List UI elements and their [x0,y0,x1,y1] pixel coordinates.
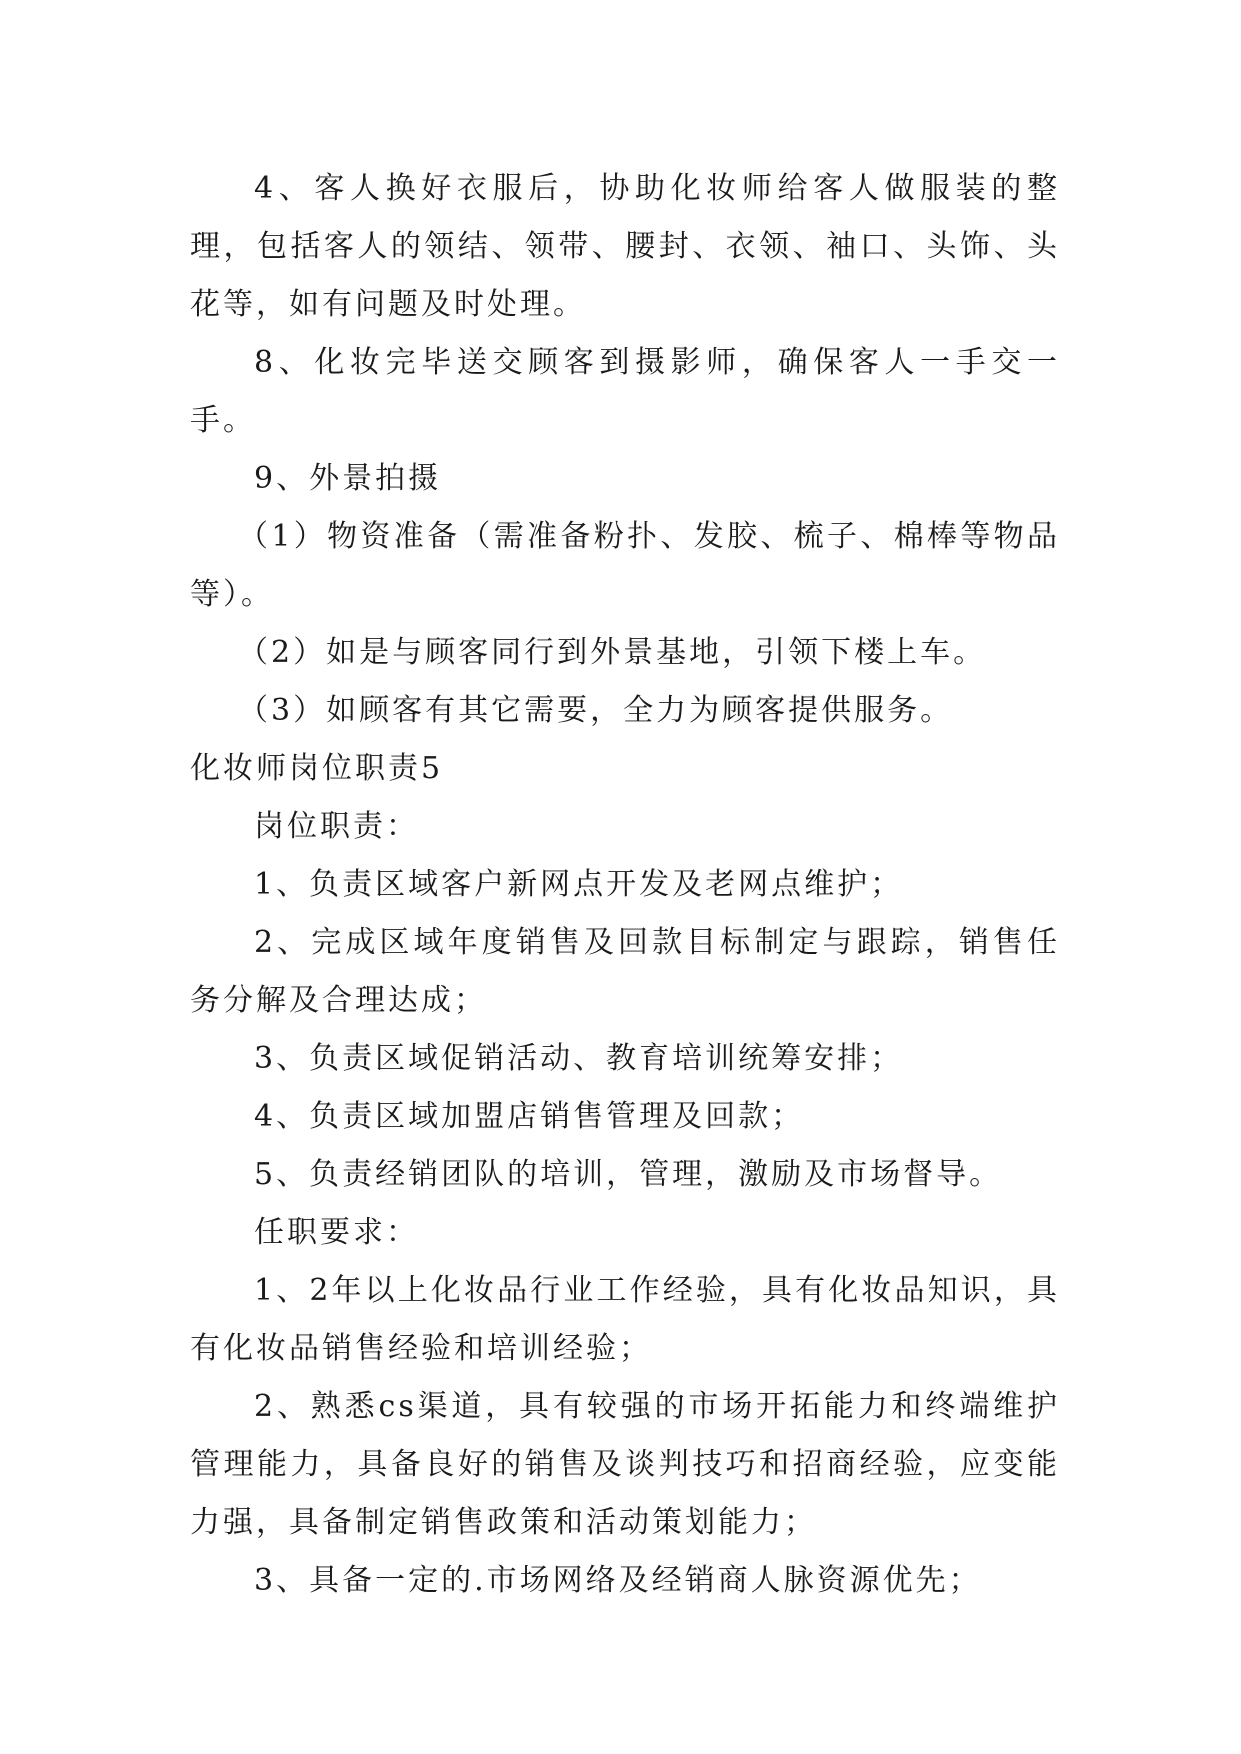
subheading-requirements: 任职要求： [254,1215,419,1250]
document-body [190,160,1060,1610]
paragraph-dress-assist: 4、客人换好衣服后，协助化妆师给客人做服装的整理，包括客人的领结、领带、腰封、衣领、袖口、头饰、头花等，如有问题及时处理。 [190,171,1060,322]
requirement-item-1: 1、2年以上化妆品行业工作经验，具有化妆品知识，具有化妆品销售经验和培训经验； [190,1273,1060,1366]
paragraph-supplies: （1）物资准备（需准备粉扑、发胶、梳子、棉棒等物品等）。 [190,519,1060,612]
requirement-item-2: 2、熟悉cs渠道，具有较强的市场开拓能力和终端维护管理能力，具备良好的销售及谈判技巧和招商经验，应变能力强，具备制定销售政策和活动策划能力； [190,1389,1060,1540]
subheading-duties: 岗位职责： [254,809,419,844]
duty-item-5: 5、负责经销团队的培训，管理，激励及市场督导。 [254,1157,1003,1192]
duty-item-4: 4、负责区域加盟店销售管理及回款； [254,1099,805,1134]
duty-item-3: 3、负责区域促销活动、教育培训统筹安排； [254,1041,904,1076]
requirement-item-3: 3、具备一定的.市场网络及经销商人脉资源优先； [254,1563,982,1598]
section-heading: 化妆师岗位职责5 [190,751,444,786]
paragraph-handoff-photographer: 8、化妆完毕送交顾客到摄影师，确保客人一手交一手。 [190,345,1060,438]
paragraph-other-needs: （3）如顾客有其它需要，全力为顾客提供服务。 [238,693,954,728]
paragraph-outdoor-shoot: 9、外景拍摄 [254,461,442,496]
paragraph-accompany: （2）如是与顾客同行到外景基地，引领下楼上车。 [238,635,987,670]
duty-item-2: 2、完成区域年度销售及回款目标制定与跟踪，销售任务分解及合理达成； [190,925,1060,1018]
duty-item-1: 1、负责区域客户新网点开发及老网点维护； [254,867,904,902]
